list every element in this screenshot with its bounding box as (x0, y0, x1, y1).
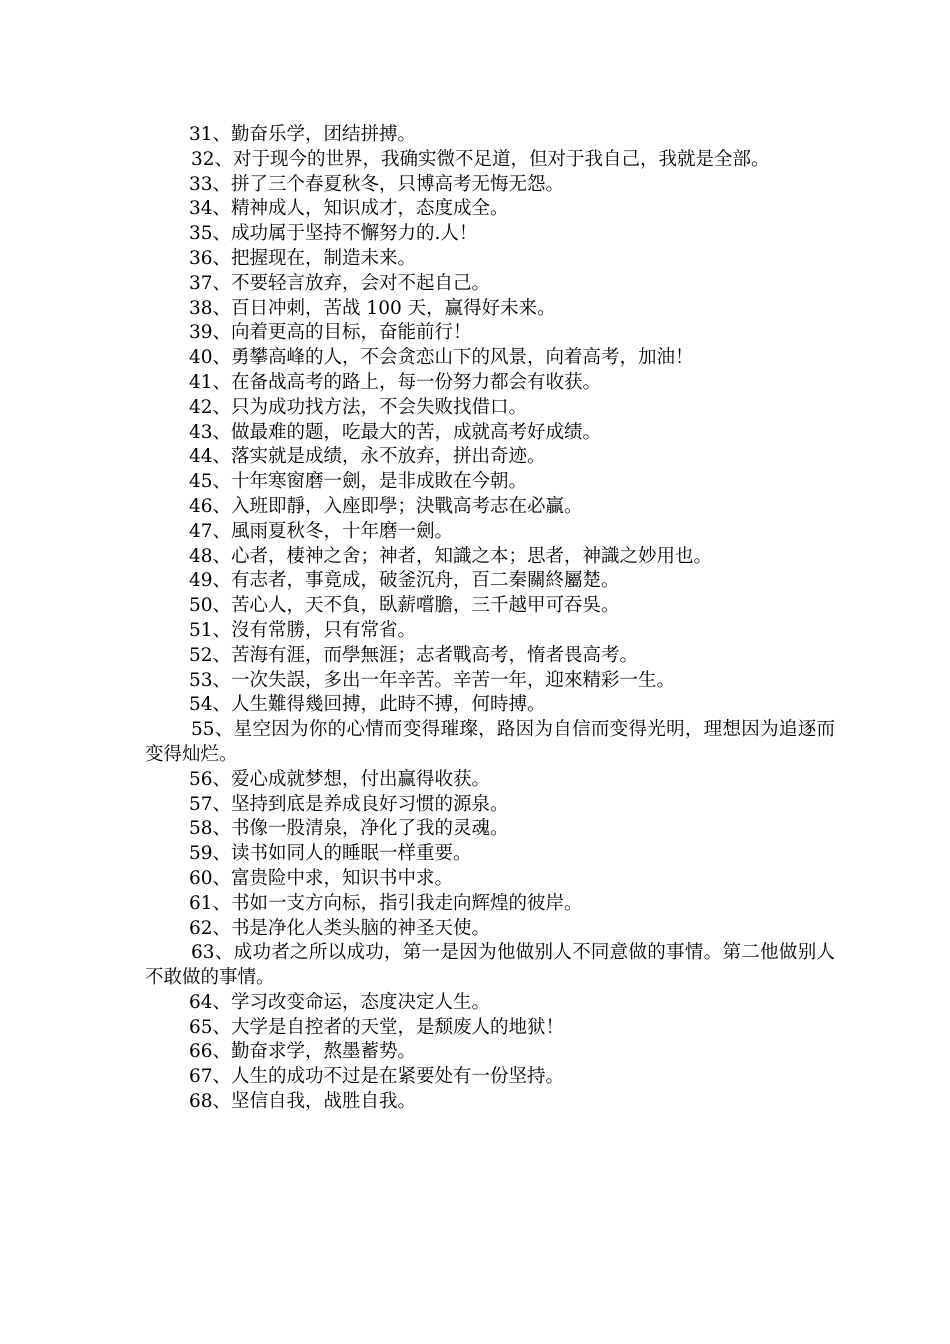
list-item: 46、入班即靜，入座即學；決戰高考志在必贏。 (189, 495, 583, 517)
list-item: 42、只为成功找方法，不会失败找借口。 (189, 396, 528, 418)
list-item: 62、书是净化人类头脑的神圣天使。 (189, 917, 491, 939)
list-item: 44、落实就是成绩，永不放弃，拼出奇迹。 (189, 446, 546, 468)
list-item: 64、学习改变命运，态度决定人生。 (189, 991, 491, 1013)
list-item: 57、坚持到底是养成良好习惯的源泉。 (189, 793, 509, 815)
list-item: 38、百日冲刺，苦战 100 天，赢得好未来。 (189, 297, 556, 319)
list-item: 34、精神成人，知识成才，态度成全。 (189, 198, 509, 220)
list-item: 68、坚信自我，战胜自我。 (189, 1091, 417, 1113)
list-item: 66、勤奋求学，熬墨蓄势。 (189, 1041, 417, 1063)
list-item: 43、做最难的题，吃最大的苦，成就高考好成绩。 (189, 421, 602, 443)
list-item: 52、苦海有涯，而學無涯；志者戰高考，惰者畏高考。 (189, 644, 639, 666)
list-item: 63、成功者之所以成功，第一是因为他做别人不同意做的事情。第二他做别人不敢做的事情。 (145, 942, 835, 989)
list-item: 67、人生的成功不过是在紧要处有一份坚持。 (189, 1066, 565, 1088)
list-item: 51、沒有常勝，只有常省。 (189, 619, 417, 641)
document-body (145, 123, 835, 1115)
list-item: 65、大学是自控者的天堂，是颓废人的地狱！ (189, 1016, 565, 1038)
list-item: 53、一次失誤，多出一年辛苦。辛苦一年，迎來精彩一生。 (189, 669, 676, 691)
list-item: 48、心者，棲神之舍；神者，知識之本；思者，神識之妙用也。 (189, 545, 713, 567)
list-item: 36、把握现在，制造未来。 (189, 247, 417, 269)
list-item: 31、勤奋乐学，团结拼搏。 (189, 124, 417, 145)
list-item: 50、苦心人，天不負，臥薪嚐膽，三千越甲可吞吳。 (189, 595, 620, 617)
list-item: 33、拼了三个春夏秋冬，只博高考无悔无怨。 (189, 173, 565, 195)
list-item: 40、勇攀高峰的人，不会贪恋山下的风景，向着高考，加油！ (189, 347, 694, 369)
list-item: 39、向着更高的目标，奋能前行！ (189, 322, 472, 344)
list-item: 49、有志者，事竟成，破釜沉舟，百二秦關終屬楚。 (189, 570, 620, 592)
list-item: 41、在备战高考的路上，每一份努力都会有收获。 (189, 371, 602, 393)
list-item: 45、十年寒窗磨一劍，是非成敗在今朝。 (189, 471, 528, 493)
list-item: 32、对于现今的世界，我确实微不足道，但对于我自己，我就是全部。 (191, 148, 770, 170)
list-item: 55、星空因为你的心情而变得璀璨，路因为自信而变得光明，理想因为追逐而变得灿烂。 (145, 719, 835, 765)
list-item: 37、不要轻言放弃，会对不起自己。 (189, 272, 491, 294)
list-item: 47、風雨夏秋冬，十年磨一劍。 (189, 520, 454, 542)
list-item: 54、人生難得幾回搏，此時不搏，何時搏。 (189, 694, 546, 716)
list-item: 60、富贵险中求，知识书中求。 (189, 867, 454, 889)
list-item: 35、成功属于坚持不懈努力的.人！ (189, 223, 478, 245)
list-item: 61、书如一支方向标，指引我走向辉煌的彼岸。 (189, 892, 583, 914)
list-item: 56、爱心成就梦想，付出赢得收获。 (189, 768, 491, 790)
list-item: 58、书像一股清泉，净化了我的灵魂。 (189, 818, 509, 840)
list-item: 59、读书如同人的睡眠一样重要。 (189, 843, 472, 865)
